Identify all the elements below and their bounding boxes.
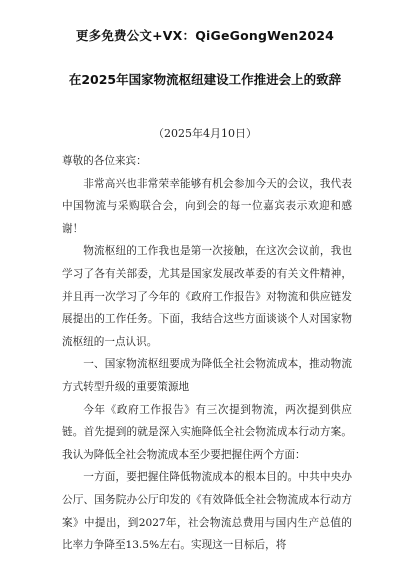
document-body xyxy=(62,150,352,557)
watermark-text: 更多免费公文+VX：QiGeGongWen2024 xyxy=(75,28,335,43)
salutation: 尊敬的各位来宾： xyxy=(62,155,147,167)
paragraph-welcome: 非常高兴也非常荣幸能够有机会参加今天的会议，我代表中国物流与采购联合会，向到会的每一位嘉宾表示欢迎和感谢！ xyxy=(62,177,352,235)
document-title: 在2025年国家物流枢纽建设工作推进会上的致辞 xyxy=(68,72,342,87)
paragraph-cost-goal: 一方面，要把握住降低物流成本的根本目的。中共中央办公厅、国务院办公厅印发的《有效降低全社会物流成本行动方案》中提出，到2027年，社会物流总费用与国内生产总值的比率力争降至13.5%左右。实现这一目标后，将 xyxy=(62,471,352,552)
section-heading-1: 一、国家物流枢纽要成为降低全社会物流成本，推动物流方式转型升级的重要策源地 xyxy=(62,358,352,393)
document-date: （2025年4月10日） xyxy=(153,127,257,140)
paragraph-report: 今年《政府工作报告》有三次提到物流，两次提到供应链。首先提到的就是深入实施降低全社会物流成本行动方案。我认为降低全社会物流成本至少要把握住两个方面： xyxy=(62,403,352,461)
paragraph-background: 物流枢纽的工作我也是第一次接触，在这次会议前，我也学习了各有关部委，尤其是国家发展改革委的有关文件精神，并且再一次学习了今年的《政府工作报告》对物流和供应链发展提出的工作任务。下面，我结合这些方面谈谈个人对国家物流枢纽的一点认识。 xyxy=(62,245,352,348)
